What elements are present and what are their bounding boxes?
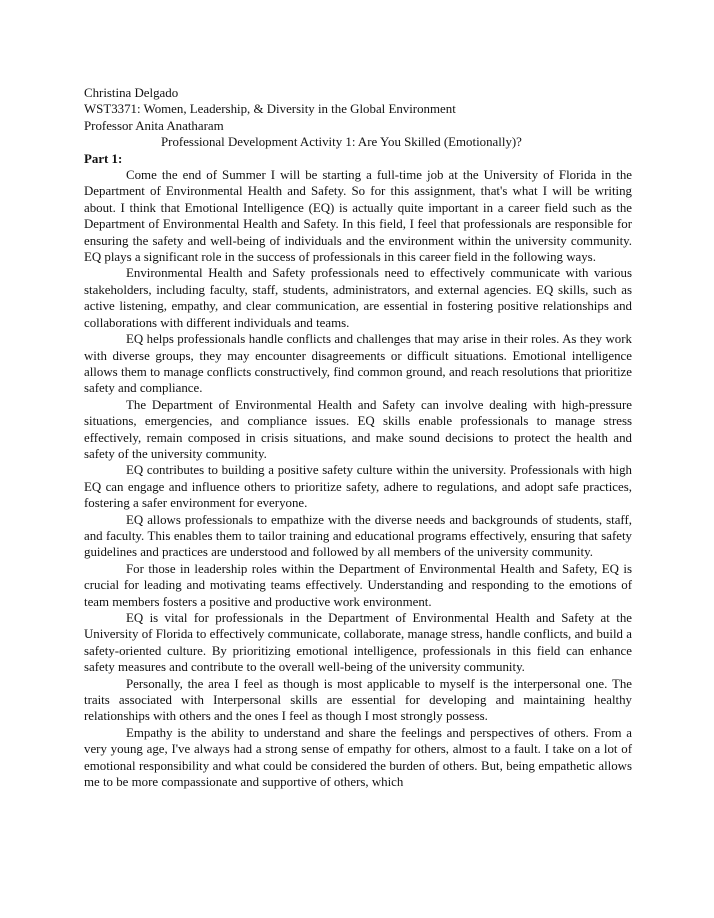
paragraph: Personally, the area I feel as though is most applicable to myself is the interpersonal one. The traits associated with Interpersonal skills are essential for developing and maintaining healthy relationships with others and the ones I feel as though I most strongly possess. [84, 676, 632, 724]
paragraph: Come the end of Summer I will be starting a full-time job at the University of Florida in the Department of Environmental Health and Safety. So for this assignment, that's what I will be writing about. I think that Emotional Intelligence (EQ) is actually quite important in a career field such as the Department of Environmental Health and Safety. In this field, I feel that professionals are responsible for ensuring the safety and well-being of individuals and the environment within the university community. EQ plays a significant role in the success of professionals in this career field in the following ways. [84, 168, 632, 265]
author-name: Christina Delgado [84, 86, 179, 100]
course-name: WST3371: Women, Leadership, & Diversity in the Global Environment [84, 102, 456, 117]
professor-name: Professor Anita Anatharam [84, 118, 224, 133]
part-heading: Part 1: [84, 151, 123, 166]
paragraph: EQ allows professionals to empathize with the diverse needs and backgrounds of students, staff, and faculty. This enables them to tailor training and educational programs effectively, ensuring that safety guidelines and practices are understood and followed by all members of the university community. [84, 512, 632, 560]
paragraph: For those in leadership roles within the Department of Environmental Health and Safety, EQ is crucial for leading and motivating teams effectively. Understanding and responding to the emotions of team members fosters a positive and productive work environment. [84, 561, 632, 609]
paragraph: EQ helps professionals handle conflicts and challenges that may arise in their roles. As they work with diverse groups, they may encounter disagreements or difficult situations. Emotional intelligence allows them to manage conflicts constructively, find common ground, and reach resolutions that prioritize safety and compliance. [84, 332, 632, 396]
paragraph: The Department of Environmental Health and Safety can involve dealing with high-pressure situations, emergencies, and compliance issues. EQ skills enable professionals to manage stress effectively, remain composed in crisis situations, and make sound decisions to protect the health and safety of the university community. [84, 397, 632, 461]
document-title: Professional Development Activity 1: Are You Skilled (Emotionally)? [161, 135, 522, 150]
document-page [84, 85, 632, 790]
paragraph: Empathy is the ability to understand and share the feelings and perspectives of others. From a very young age, I've always had a strong sense of empathy for others, almost to a fault. I take on a lot of emotional responsibility and what could be considered the burden of others. But, being empathetic allows me to be more compassionate and supportive of others, which [84, 725, 632, 790]
paragraph: Environmental Health and Safety professionals need to effectively communicate with various stakeholders, including faculty, staff, students, administrators, and external agencies. EQ skills, such as active listening, empathy, and clear communication, are essential in fostering positive relationships and collaborations with different individuals and teams. [84, 266, 632, 330]
paragraph: EQ contributes to building a positive safety culture within the university. Professionals with high EQ can engage and influence others to prioritize safety, adhere to regulations, and adopt safe practices, fostering a safer environment for everyone. [84, 463, 632, 511]
paragraph: EQ is vital for professionals in the Department of Environmental Health and Safety at the University of Florida to effectively communicate, collaborate, manage stress, handle conflicts, and build a safety-oriented culture. By prioritizing emotional intelligence, professionals in this field can enhance safety measures and contribute to the overall well-being of the university community. [84, 611, 632, 675]
